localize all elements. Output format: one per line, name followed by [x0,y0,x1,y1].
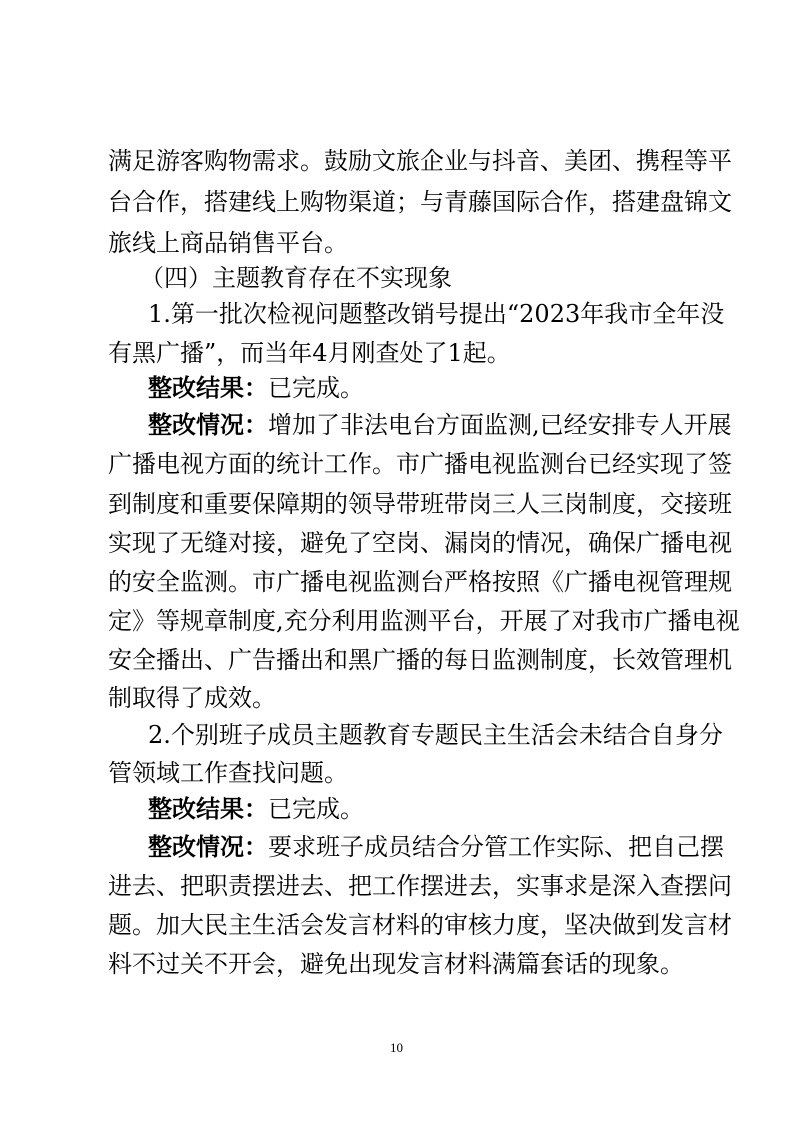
paragraph-line: 料不过关不开会，避免出现发言材料满篇套话的现象。 [108,950,684,978]
paragraph-line: 进去、把职责摆进去、把工作摆进去，实事求是深入查摆问 [108,872,732,900]
page-number: 10 [390,1040,403,1055]
result-line [148,373,698,403]
item-title-line: 2.个别班子成员主题教育专题民主生活会未结合自身分 [148,721,723,749]
paragraph-line: 安全播出、广告播出和黑广播的每日监测制度，长效管理机 [108,646,732,674]
paragraph-line: 满足游客购物需求。鼓励文旅企业与抖音、美团、携程等平 [108,147,732,175]
paragraph-line: 的安全监测。市广播电视监测台严格按照《广播电视管理规 [108,568,732,596]
situation-text: 要求班子成员结合分管工作实际、把自己摆 [268,833,724,861]
section-heading: （四）主题教育存在不实现象 [140,264,452,292]
paragraph-line: 旅线上商品销售平台。 [108,229,348,257]
paragraph-line: 实现了无缝对接，避免了空岗、漏岗的情况，确保广播电视 [108,529,732,557]
situation-text: 增加了非法电台方面监测,已经安排专人开展 [268,411,732,439]
result-value: 已完成。 [268,795,364,823]
item-title-line: 有黑广播”，而当年4月刚查处了1起。 [108,339,511,367]
situation-label: 整改情况： [148,833,268,861]
paragraph-line: 题。加大民主生活会发言材料的审核力度，坚决做到发言材 [108,911,732,939]
paragraph-line: 到制度和重要保障期的领导带班带岗三人三岗制度，交接班 [108,490,732,518]
result-value: 已完成。 [268,374,364,402]
item-title-line: 1.第一批次检视问题整改销号提出“2023年我市全年没 [148,300,725,328]
item-title-line: 管领域工作查找问题。 [108,759,348,787]
paragraph-line: 定》等规章制度,充分利用监测平台，开展了对我市广播电视 [108,607,740,635]
result-line [148,794,698,824]
situation-label: 整改情况： [148,411,268,439]
result-label: 整改结果： [148,795,268,823]
result-label: 整改结果： [148,374,268,402]
situation-line [148,832,724,862]
paragraph-line: 广播电视方面的统计工作。市广播电视监测台已经实现了签 [108,450,732,478]
paragraph-line: 台合作，搭建线上购物渠道；与青藤国际合作，搭建盘锦文 [108,188,732,216]
situation-line [148,410,732,440]
paragraph-line: 制取得了成效。 [108,684,276,712]
